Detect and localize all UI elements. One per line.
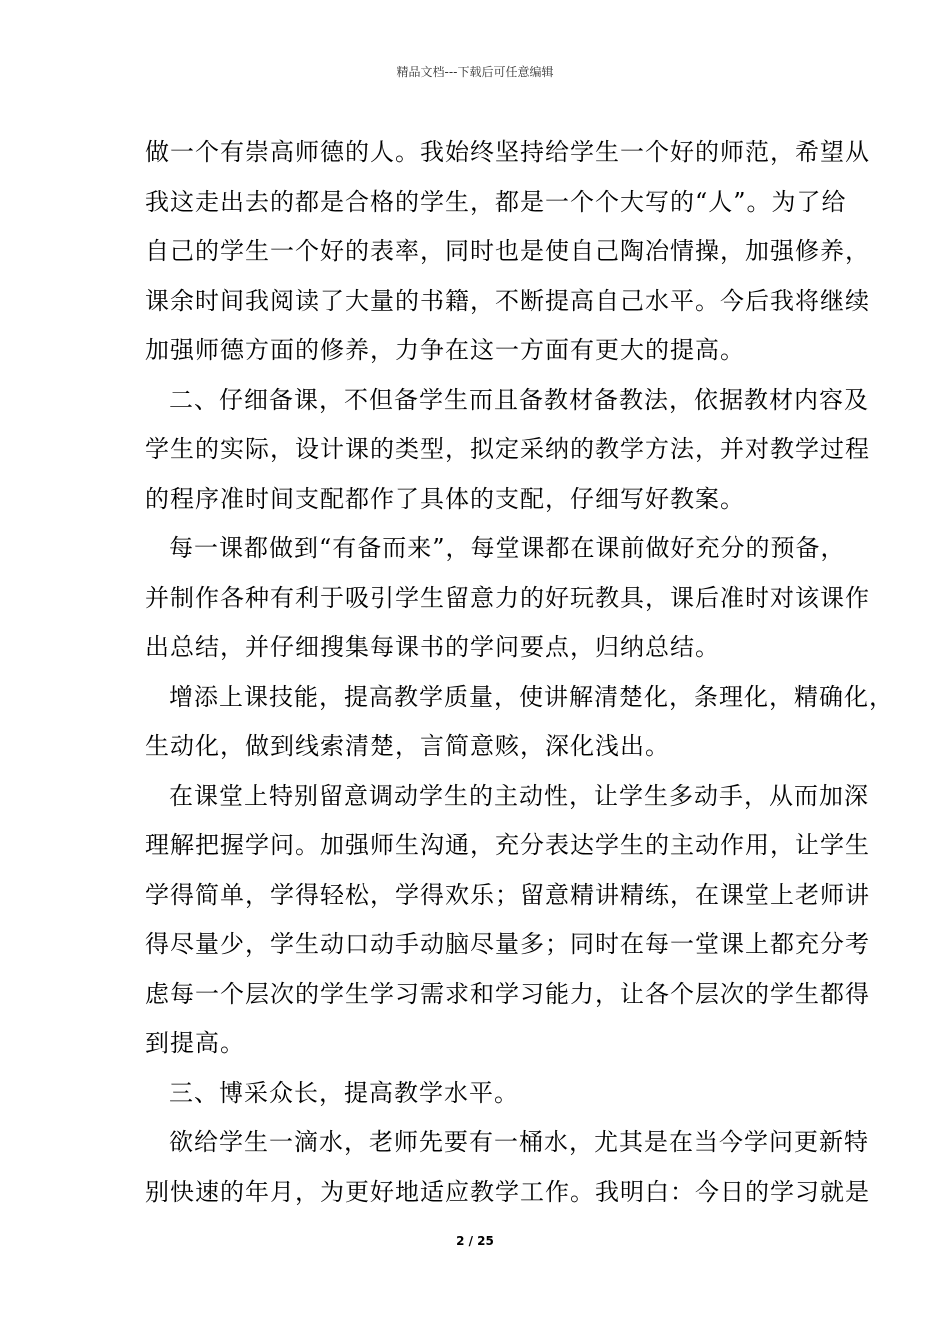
text-line: 出总结，并仔细搜集每课书的学问要点，归纳总结。 — [145, 633, 720, 661]
text-line: 自己的学生一个好的表率，同时也是使自己陶冶情操，加强修养， — [145, 237, 870, 265]
section-heading-line: 三、博采众长，提高教学水平。 — [169, 1078, 519, 1107]
text-line: 到提高。 — [145, 1029, 245, 1057]
text-line: 学生的实际，设计课的类型，拟定采纳的教学方法，并对教学过程 — [145, 435, 870, 463]
document-body — [145, 128, 894, 1217]
paragraph-start-line: 增添上课技能，提高教学质量，使讲解清楚化，条理化，精确化， — [169, 682, 894, 711]
text-line: 别快速的年月，为更好地适应教学工作。我明白：今日的学习就是 — [145, 1177, 870, 1206]
text-line: 得尽量少，学生动口动手动脑尽量多；同时在每一堂课上都充分考 — [145, 930, 870, 958]
text-line: 我这走出去的都是合格的学生，都是一个个大写的“人”。为了给 — [145, 187, 847, 216]
paragraph-start-line: 每一课都做到“有备而来”，每堂课都在课前做好充分的预备， — [169, 534, 846, 562]
paragraph-start-line: 在课堂上特别留意调动学生的主动性，让学生多动手，从而加深 — [169, 781, 869, 810]
text-line: 做一个有崇高师德的人。我始终坚持给学生一个好的师范，希望从 — [145, 138, 870, 166]
section-heading-line: 二、仔细备课，不但备学生而且备教材备教法，依据教材内容及 — [169, 385, 869, 414]
text-line: 虑每一个层次的学生学习需求和学习能力，让各个层次的学生都得 — [145, 979, 870, 1008]
text-line: 的程序准时间支配都作了具体的支配，仔细写好教案。 — [145, 484, 745, 513]
text-line: 学得简单，学得轻松，学得欢乐；留意精讲精练，在课堂上老师讲 — [145, 880, 870, 909]
text-line: 理解把握学问。加强师生沟通，充分表达学生的主动作用，让学生 — [145, 831, 870, 859]
text-line: 并制作各种有利于吸引学生留意力的好玩教具，课后准时对该课作 — [145, 583, 870, 612]
text-line: 加强师德方面的修养，力争在这一方面有更大的提高。 — [145, 336, 745, 364]
page-header: 精品文档---下载后可任意编辑 — [396, 65, 554, 79]
text-line: 生动化，做到线索清楚，言简意赅，深化浅出。 — [145, 732, 670, 760]
page-number: 2 / 25 — [456, 1234, 494, 1248]
text-line: 课余时间我阅读了大量的书籍，不断提高自己水平。今后我将继续 — [145, 286, 870, 315]
paragraph-start-line: 欲给学生一滴水，老师先要有一桶水，尤其是在当今学问更新特 — [169, 1128, 869, 1156]
